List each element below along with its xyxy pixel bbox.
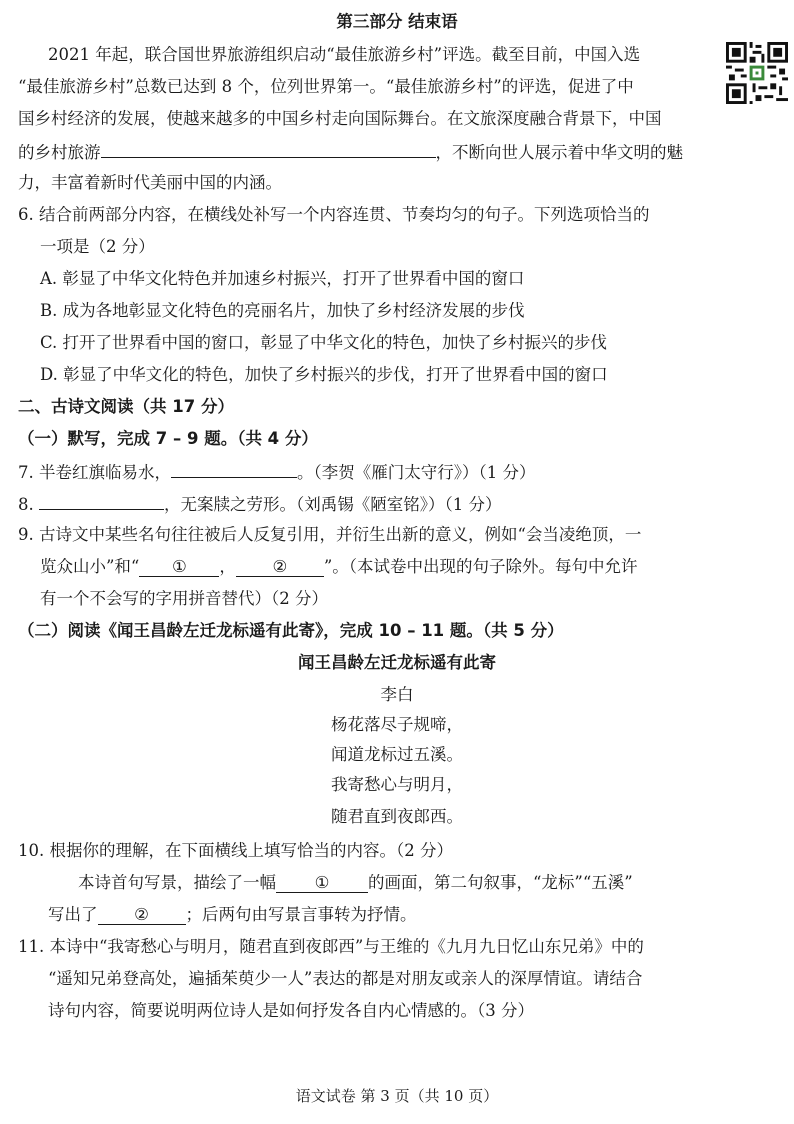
q6-option-b: B. 成为各地彰显文化特色的亮丽名片，加快了乡村经济发展的步伐	[40, 301, 525, 320]
poem-line-1: 杨花落尽子规啼，	[331, 715, 463, 734]
q6-option-d: D. 彰显了中华文化的特色，加快了乡村振兴的步伐，打开了世界看中国的窗口	[40, 365, 608, 384]
poem-line-3: 我寄愁心与明月，	[331, 775, 463, 794]
q9-line-3: 有一个不会写的字用拼音替代）（2 分）	[40, 589, 328, 608]
q8-end: ，无案牍之劳形。（刘禹锡《陋室铭》）（1 分）	[164, 495, 502, 514]
q10-blank-2: ②	[98, 906, 186, 925]
q7-blank	[171, 459, 297, 478]
passage-line-4	[18, 139, 683, 165]
q7	[18, 459, 536, 485]
part2-heading: 二、古诗文阅读（共 17 分）	[18, 397, 234, 416]
part2-sub2: （二）阅读《闻王昌龄左迁龙标遥有此寄》，完成 10 – 11 题。（共 5 分）	[18, 621, 564, 640]
section-title: 第三部分 结束语	[336, 12, 458, 31]
q11-line-3: 诗句内容，简要说明两位诗人是如何抒发各自内心情感的。（3 分）	[48, 1001, 534, 1020]
q6-stem-line-2: 一项是（2 分）	[40, 237, 155, 256]
passage-line-5: 力，丰富着新时代美丽中国的内涵。	[18, 173, 282, 192]
page-footer: 语文试卷 第 3 页（共 10 页）	[295, 1087, 499, 1105]
q10-line-1-start: 本诗首句写景，描绘了一幅	[78, 873, 276, 892]
q11-line-2: “遥知兄弟登高处，遍插茱萸少一人”表达的都是对朋友或亲人的深厚情谊。请结合	[48, 969, 643, 988]
q9-line-2-start: 览众山小”和“	[40, 557, 140, 576]
q10-line-1	[78, 871, 633, 895]
q8-blank	[39, 491, 164, 510]
q10-blank-1: ①	[276, 874, 368, 893]
q9-separator: ，	[219, 557, 236, 576]
poem-author: 李白	[380, 685, 414, 704]
q7-end: 。（李贺《雁门太守行》）（1 分）	[297, 463, 536, 482]
q8	[18, 491, 502, 517]
q10-line-2-start: 写出了	[48, 905, 98, 924]
q9-line-2-end: ”。（本试卷中出现的句子除外。每句中允许	[323, 557, 638, 576]
q8-number: 8.	[18, 495, 39, 514]
q9-line-2	[40, 555, 638, 579]
q7-start: 7. 半卷红旗临易水，	[18, 463, 171, 482]
q10-line-2	[48, 903, 417, 927]
passage-line-1: 2021 年起，联合国世界旅游组织启动“最佳旅游乡村”评选。截至目前，中国入选	[48, 45, 641, 64]
passage-line-2: “最佳旅游乡村”总数已达到 8 个，位列世界第一。“最佳旅游乡村”的评选，促进了中	[18, 77, 634, 96]
passage-blank	[101, 139, 436, 158]
q9-line-1: 9. 古诗文中某些名句往往被后人反复引用，并衍生出新的意义，例如“会当凌绝顶，一	[18, 525, 642, 544]
passage-line-3: 国乡村经济的发展，使越来越多的中国乡村走向国际舞台。在文旅深度融合背景下，中国	[18, 109, 662, 128]
q11-line-1: 11. 本诗中“我寄愁心与明月，随君直到夜郎西”与王维的《九月九日忆山东兄弟》中的	[18, 937, 644, 956]
q10-line-1-end: 的画面，第二句叙事，“龙标”“五溪”	[368, 873, 633, 892]
passage-line-4-end: ，不断向世人展示着中华文明的魅	[435, 143, 683, 162]
q6-option-a: A. 彰显了中华文化特色并加速乡村振兴，打开了世界看中国的窗口	[40, 269, 525, 288]
q10-stem: 10. 根据你的理解，在下面横线上填写恰当的内容。（2 分）	[18, 841, 453, 860]
q10-line-2-end: ；后两句由写景言事转为抒情。	[185, 905, 417, 924]
poem-title: 闻王昌龄左迁龙标遥有此寄	[298, 653, 496, 672]
passage-line-4-start: 的乡村旅游	[18, 143, 101, 162]
qr-code-icon	[726, 42, 788, 104]
q9-blank-2: ②	[236, 558, 324, 577]
poem-line-2: 闻道龙标过五溪。	[331, 745, 463, 764]
q6-option-c: C. 打开了世界看中国的窗口，彰显了中华文化的特色，加快了乡村振兴的步伐	[40, 333, 608, 352]
q9-blank-1: ①	[139, 558, 219, 577]
q6-stem-line-1: 6. 结合前两部分内容，在横线处补写一个内容连贯、节奏均匀的句子。下列选项恰当的	[18, 205, 650, 224]
poem-line-4: 随君直到夜郎西。	[331, 807, 463, 826]
part2-sub1: （一）默写，完成 7 – 9 题。（共 4 分）	[18, 429, 318, 448]
